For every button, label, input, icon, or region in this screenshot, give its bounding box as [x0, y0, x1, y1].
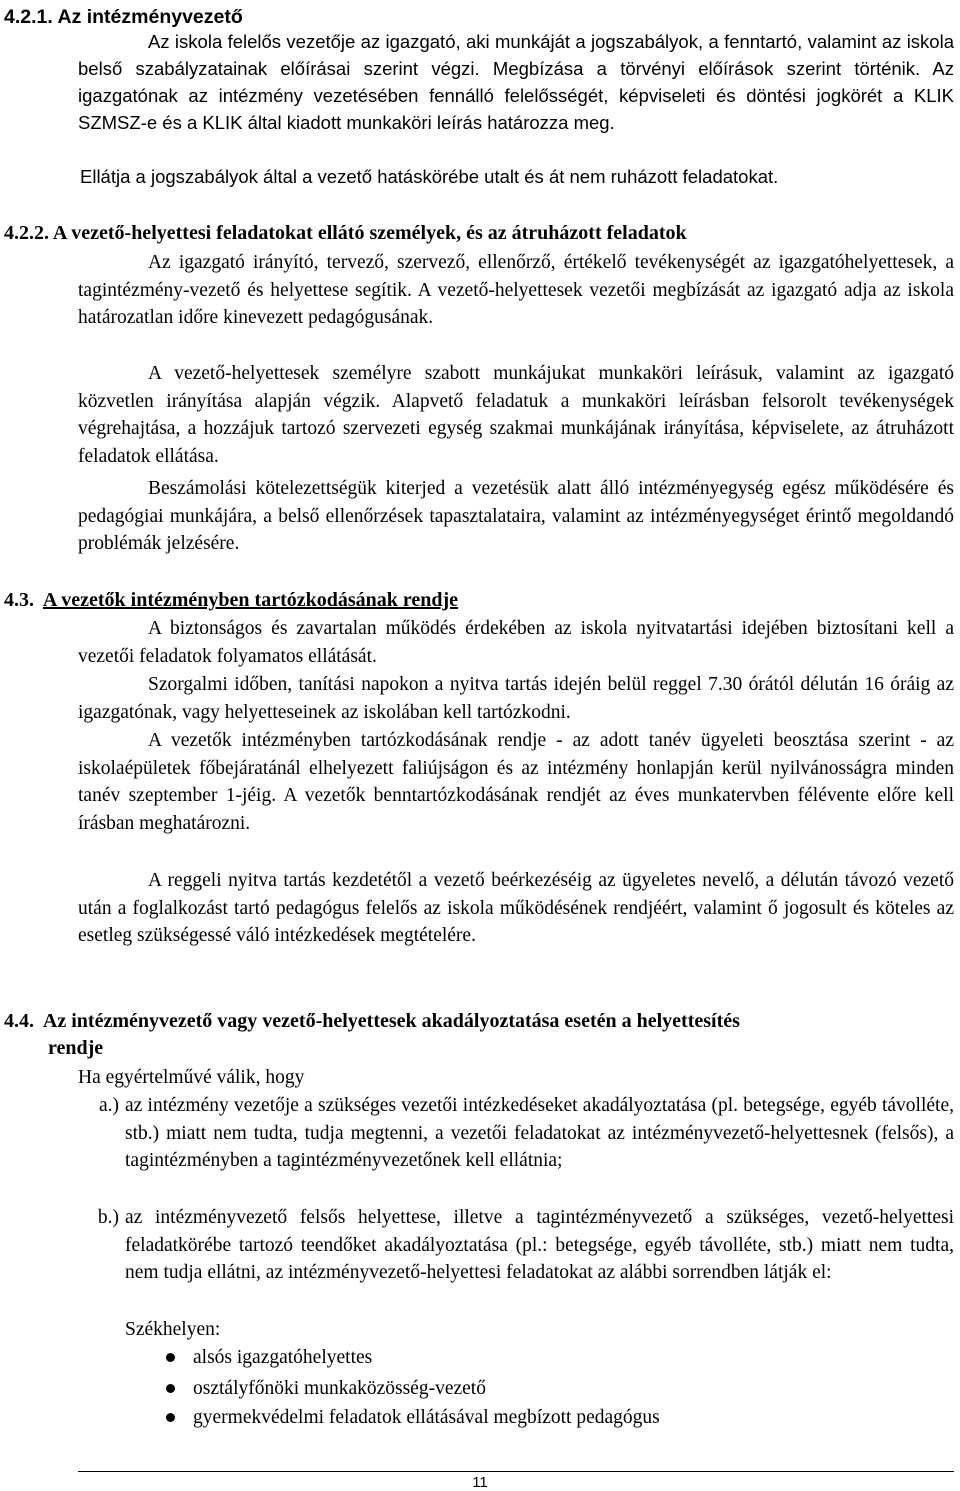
section-title-line-2: rendje [48, 1037, 104, 1059]
section-heading-4-2-2: 4.2.2. A vezető-helyettesi feladatokat ellátó személyek, és az átruházott feladatok [4, 222, 687, 244]
list-item-b [78, 1204, 954, 1287]
section-title: A vezetők intézményben tartózkodásának rendje [42, 589, 459, 611]
bullet-item [166, 1375, 486, 1403]
list-item-label: b.) [97, 1207, 119, 1228]
paragraph-leader-presence: A biztonságos és zavartalan működés érdekében az iskola nyitvatartási idejében biztosítani kell a vezetői feladatok folyamatos ellátását. [78, 618, 954, 667]
bullet-text: alsós igazgatóhelyettes [193, 1347, 373, 1368]
paragraph-school-hours: Szorgalmi időben, tanítási napokon a nyitva tartás idején belül reggel 7.30 órától délután 16 óráig az igazgatónak, vagy helyetteseinek az iskolában kell tartózkodni. [78, 674, 954, 723]
bullet-item [166, 1404, 660, 1432]
section-heading-4-3 [4, 587, 458, 614]
bullet-icon [166, 1384, 175, 1393]
bullet-text: gyermekvédelmi feladatok ellátásával megbízott pedagógus [193, 1407, 660, 1428]
paragraph-deputies-tasks: A vezető-helyettesek személyre szabott munkájukat munkaköri leírásuk, valamint az igazgató közvetlen irányítása alapján végzik. Alapvető feladatuk a munkaköri leírásban felsorolt tevékenységek végrehajtása, a hozzájuk tartozó szervezeti egység szakmai munkájának irányítása, képviselete, az átruházott feladatok ellátása. [78, 363, 954, 467]
section-heading-4-2-1: 4.2.1. Az intézményvezető [4, 6, 243, 28]
bullet-item [166, 1344, 372, 1372]
location-label: Székhelyen: [125, 1319, 221, 1340]
paragraph-director-responsibility: Az iskola felelős vezetője az igazgató, aki munkáját a jogszabályok, a fenntartó, valamint az iskola belső szabályzatainak előírásai szerint végzi. Megbízása a törvényi előírások szerint történik. Az igazgatónak az intézmény vezetésében fennálló felelősségét, képviseleti és döntési jogkörét a KLIK SZMSZ-e és a KLIK által kiadott munkaköri leírás határozza meg. [78, 31, 954, 133]
paragraph-morning-responsibility: A reggeli nyitva tartás kezdetétől a vezető beérkezéséig az ügyeletes nevelő, a délután távozó vezető után a foglalkozást tartó pedagógus felelős az iskola működésének rendjéért, valamint ő jogosult és köteles az esetleg szükségessé váló intézkedések megtételére. [78, 870, 954, 946]
paragraph-director-duties: Ellátja a jogszabályok által a vezető hatáskörébe utalt és át nem ruházott feladatokat. [80, 166, 779, 187]
bullet-icon [166, 1413, 175, 1422]
paragraph-deputies-reporting: Beszámolási kötelezettségük kiterjed a vezetésük alatt álló intézményegység egész működésére és pedagógiai munkájára, a belső ellenőrzések tapasztalataira, valamint az intézményegységet érintő megoldandó problémák jelzésére. [78, 478, 954, 554]
bullet-icon [166, 1353, 175, 1362]
paragraph-deputies-role: Az igazgató irányító, tervező, szervező, ellenőrző, értékelő tevékenységét az igazgatóhelyettesek, a tagintézmény-vezető és helyettese segítik. A vezető-helyettesek vezetői megbízását az igazgató adja az iskola határozatlan időre kinevezett pedagógusának. [78, 252, 954, 328]
list-item-label: a.) [98, 1095, 119, 1116]
section-number: 4.4. [4, 1010, 34, 1032]
footer-divider [78, 1471, 954, 1472]
page-number: 11 [472, 1474, 488, 1491]
bullet-text: osztályfőnöki munkaközösség-vezető [193, 1378, 486, 1399]
section-heading-4-4 [4, 1008, 954, 1062]
list-item-text: az intézmény vezetője a szükséges vezetői intézkedéseket akadályoztatása (pl. betegsége, egyéb távolléte, stb.) miatt nem tudta, tudja megtenni, a vezetői feladatokat az intézményvezető-helyettesnek (felsős), a tagintézményben a tagintézményvezetőnek kell ellátnia; [125, 1095, 954, 1171]
list-item-a [78, 1092, 954, 1175]
section-number: 4.3. [4, 589, 34, 611]
list-item-text: az intézményvezető felsős helyettese, illetve a tagintézményvezető a szükséges, vezető-helyettesi feladatkörébe tartozó teendőket akadályoztatása (pl.: betegsége, egyéb távolléte, stb.) miatt nem tudta, nem tudja ellátni, az intézményvezető-helyettesi feladatokat az alábbi sorrendben látják el: [125, 1207, 954, 1283]
section-title-line-1: Az intézményvezető vagy vezető-helyettesek akadályoztatása esetén a helyettesítés [42, 1010, 740, 1032]
list-intro: Ha egyértelművé válik, hogy [78, 1067, 305, 1088]
paragraph-duty-schedule: A vezetők intézményben tartózkodásának rendje - az adott tanév ügyeleti beosztása szerint - az iskolaépületek főbejáratánál elhelyezett faliújságon és az intézmény honlapján kerül nyilvánosságra minden tanév szeptember 1-jéig. A vezetők benntartózkodásának rendjét az éves munkatervben félévente előre kell írásban meghatározni. [78, 730, 954, 834]
